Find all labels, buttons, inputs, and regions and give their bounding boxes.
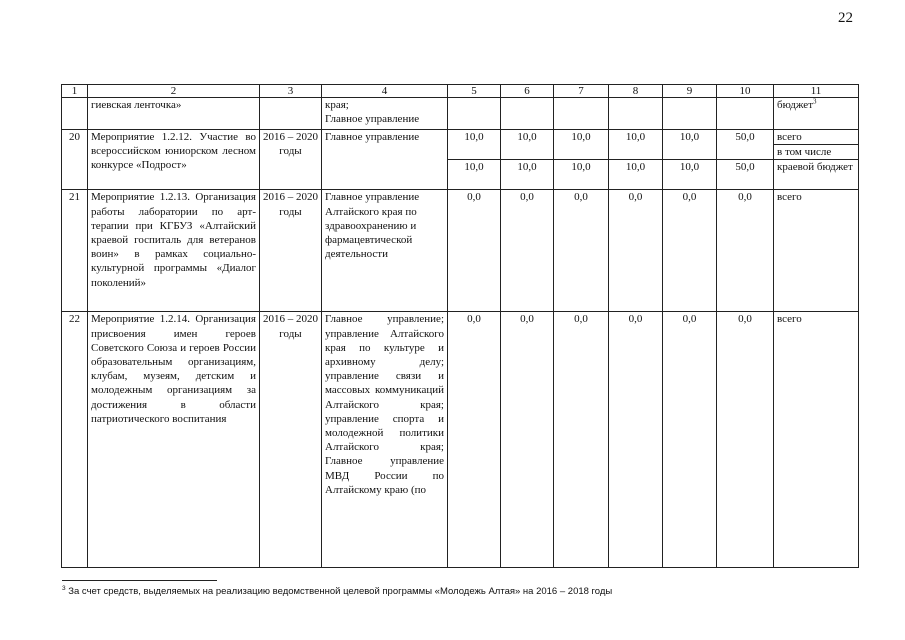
cell-description: гиевская ленточка» [88,98,260,130]
cell-years: 2016 – 2020 годы [260,190,322,312]
cell-value: 0,0 [448,312,501,568]
cell-value: 10,0 [501,160,554,190]
cell-value: 10,0 [609,130,663,160]
header-row [62,85,859,98]
cell-value: 10,0 [554,160,609,190]
header-cell: 11 [774,85,859,98]
cell-value: 0,0 [554,312,609,568]
cell-executor: Главное управление Алтайского края по здравоохранению и фармацевтической деятельности [322,190,448,312]
cell-value: 10,0 [448,130,501,160]
footnote-mark: 3 [62,585,66,592]
cell-value: 10,0 [609,160,663,190]
cell-number: 20 [62,130,88,190]
cell-value: 0,0 [717,190,774,312]
header-cell: 3 [260,85,322,98]
cell-value: 10,0 [663,160,717,190]
cell-value: 10,0 [448,160,501,190]
header-cell: 7 [554,85,609,98]
cell-source: в том числе [774,145,859,160]
cell-value: 0,0 [501,312,554,568]
header-cell: 10 [717,85,774,98]
footnote-ref: 3 [813,97,817,106]
header-cell: 6 [501,85,554,98]
page-number: 22 [838,10,853,26]
cell-value: 0,0 [609,190,663,312]
cell-executor: Главное управление [322,130,448,190]
cell-executor: Главное управление; управление Алтайского края по культуре и архивному делу; управление связи и массовых коммуникаций Алтайского края; управление спорта и молодежной политики Алтайского края; Главное управление МВД России по Алтайскому краю (по [322,312,448,568]
cell-value: 0,0 [663,190,717,312]
header-cell: 2 [88,85,260,98]
cell-executor: края; Главное управление [322,98,448,130]
table-row-22 [62,312,859,568]
cell-description: Мероприятие 1.2.12. Участие во всероссийском юниорском лесном конкурсе «Подрост» [88,130,260,190]
header-cell: 1 [62,85,88,98]
cell-source: бюджет$^3$ [774,98,859,130]
cell-value: 0,0 [609,312,663,568]
footnote [62,585,612,597]
header-cell: 8 [609,85,663,98]
cell-source: всего [774,312,859,568]
footnote-text: За счет средств, выделяемых на реализацию ведомственной целевой программы «Молодежь Алтая» на 2016 – 2018 годы [68,586,613,598]
header-cell: 5 [448,85,501,98]
cell-value: 50,0 [717,160,774,190]
header-cell: 4 [322,85,448,98]
cell-value: 0,0 [717,312,774,568]
cell-value: 10,0 [663,130,717,160]
cell-source: всего [774,190,859,312]
cell-value: 10,0 [501,130,554,160]
program-table [61,84,859,568]
footnote-divider [62,580,217,581]
cell-value: 0,0 [448,190,501,312]
cell-years: 2016 – 2020 годы [260,130,322,190]
cell-description: Мероприятие 1.2.14. Организация присвоения имен героев Советского Союза и героев России образовательным организациям, клубам, музеям, детским и молодежным организациям за достижения в области патриотического воспитания [88,312,260,568]
cell-number: 21 [62,190,88,312]
table-row-20 [62,130,859,145]
cell-description: Мероприятие 1.2.13. Организация работы лаборатории по арт-терапии при КГБУЗ «Алтайский краевой госпиталь для ветеранов воин» в рамках социально-культурной программы «Диалог поколений» [88,190,260,312]
cell-years: 2016 – 2020 годы [260,312,322,568]
cell-number: 22 [62,312,88,568]
cell-value: 10,0 [554,130,609,160]
cell-source: краевой бюджет [774,160,859,190]
header-cell: 9 [663,85,717,98]
table-row-continued [62,98,859,130]
cell-value: 0,0 [501,190,554,312]
cell-source: всего [774,130,859,145]
cell-value: 0,0 [554,190,609,312]
cell-value: 50,0 [717,130,774,160]
table-row-21 [62,190,859,312]
cell-value: 0,0 [663,312,717,568]
